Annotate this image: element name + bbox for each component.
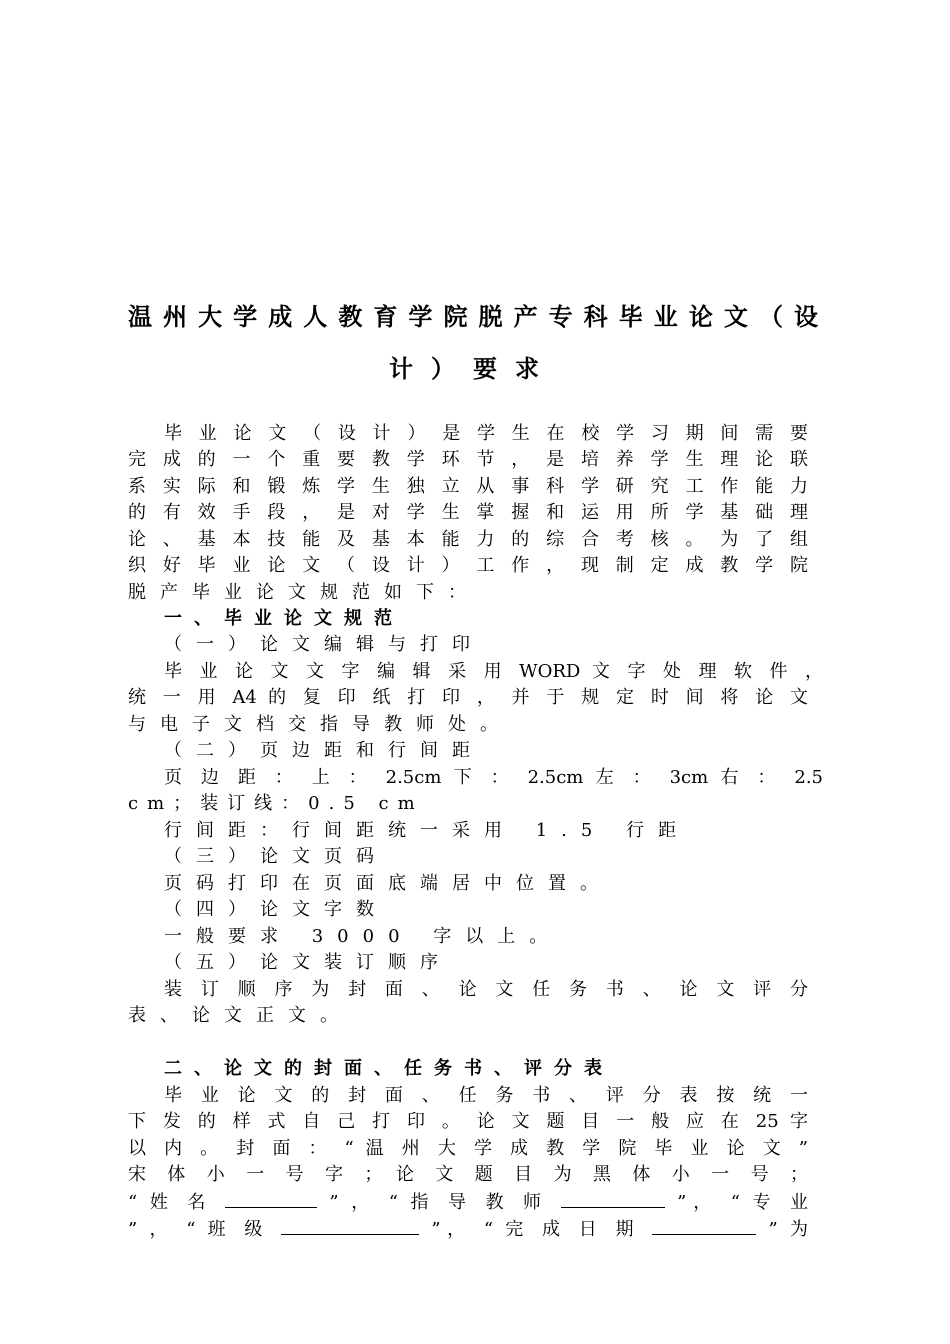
document-title-line-1: 温州大学成人教育学院脱产专科毕业论文（设 (128, 303, 818, 331)
section-heading: 一、毕业论文规范 (164, 608, 404, 629)
paragraph-line: 以 内 。 封 面 ： “ 温 州 大 学 成 教 学 院 毕 业 论 文 ” (128, 1138, 808, 1159)
paragraph-line: 宋 体 小 一 号 字 ； 论 文 题 目 为 黑 体 小 一 号 ； (128, 1164, 808, 1185)
blank-underline (561, 1189, 665, 1208)
paragraph-line: 论 、 基 本 技 能 及 基 本 能 力 的 综 合 考 核 。 为 了 组 (128, 529, 808, 550)
paragraph-line: 的 有 效 手 段 ， 是 对 学 生 掌 握 和 运 用 所 学 基 础 理 (128, 502, 808, 523)
paragraph-line: 统 一 用 A4 的 复 印 纸 打 印 ， 并 于 规 定 时 间 将 论 文 (128, 687, 808, 708)
paragraph-line: 装 订 顺 序 为 封 面 、 论 文 任 务 书 、 论 文 评 分 (164, 979, 808, 1000)
paragraph-line: 表、论文正文。 (128, 1005, 352, 1026)
subsection-heading: （四）论文字数 (164, 899, 388, 920)
paragraph-line: 一般要求 3000 字以上。 (164, 926, 562, 947)
blank-underline (225, 1189, 317, 1208)
paragraph-line: 下 发 的 样 式 自 己 打 印 。 论 文 题 目 一 般 应 在 25 字 (128, 1111, 808, 1132)
subsection-heading: （一）论文编辑与打印 (164, 634, 484, 655)
blank-underline (652, 1216, 756, 1235)
paragraph-line: 织 好 毕 业 论 文 （ 设 计 ） 工 作 ， 现 制 定 成 教 学 院 (128, 555, 808, 576)
document-title-line-2: 计）要求 (389, 355, 557, 383)
paragraph-line: 行间距：行间距统一采用 1.5 行距 (164, 820, 691, 841)
paragraph-line: “ 姓 名 ” ， “ 指 导 教 师 ”， “ 专 业 (128, 1189, 808, 1215)
paragraph-line: 毕 业 论 文 （ 设 计 ） 是 学 生 在 校 学 习 期 间 需 要 (164, 423, 808, 444)
paragraph-line: 完 成 的 一 个 重 要 教 学 环 节 ， 是 培 养 学 生 理 论 联 (128, 449, 808, 470)
paragraph-line: 与电子文档交指导教师处。 (128, 714, 512, 735)
paragraph-line: ” ， “ 班 级 ”， “ 完 成 日 期 ” 为 (128, 1216, 808, 1242)
paragraph-line: 毕 业 论 文 文 字 编 辑 采 用 WORD 文 字 处 理 软 件 ， (164, 661, 823, 682)
paragraph-line: 页 边 距 ： 上 ： 2.5cm 下 ： 2.5cm 左 ： 3cm 右 ： 2.5 (164, 767, 823, 788)
paragraph-line: 脱产毕业论文规范如下： (128, 582, 480, 603)
blank-underline (281, 1216, 419, 1235)
paragraph-line: 页码打印在页面底端居中位置。 (164, 873, 612, 894)
paragraph-line: 系 实 际 和 锻 炼 学 生 独 立 从 事 科 学 研 究 工 作 能 力 (128, 476, 808, 497)
subsection-heading: （二）页边距和行间距 (164, 740, 484, 761)
section-heading: 二、论文的封面、任务书、评分表 (164, 1058, 614, 1079)
subsection-heading: （三）论文页码 (164, 846, 388, 867)
paragraph-line: 毕 业 论 文 的 封 面 、 任 务 书 、 评 分 表 按 统 一 (164, 1085, 808, 1106)
paragraph-line: cm；装订线：0.5 cm (128, 793, 424, 814)
subsection-heading: （五）论文装订顺序 (164, 952, 452, 973)
